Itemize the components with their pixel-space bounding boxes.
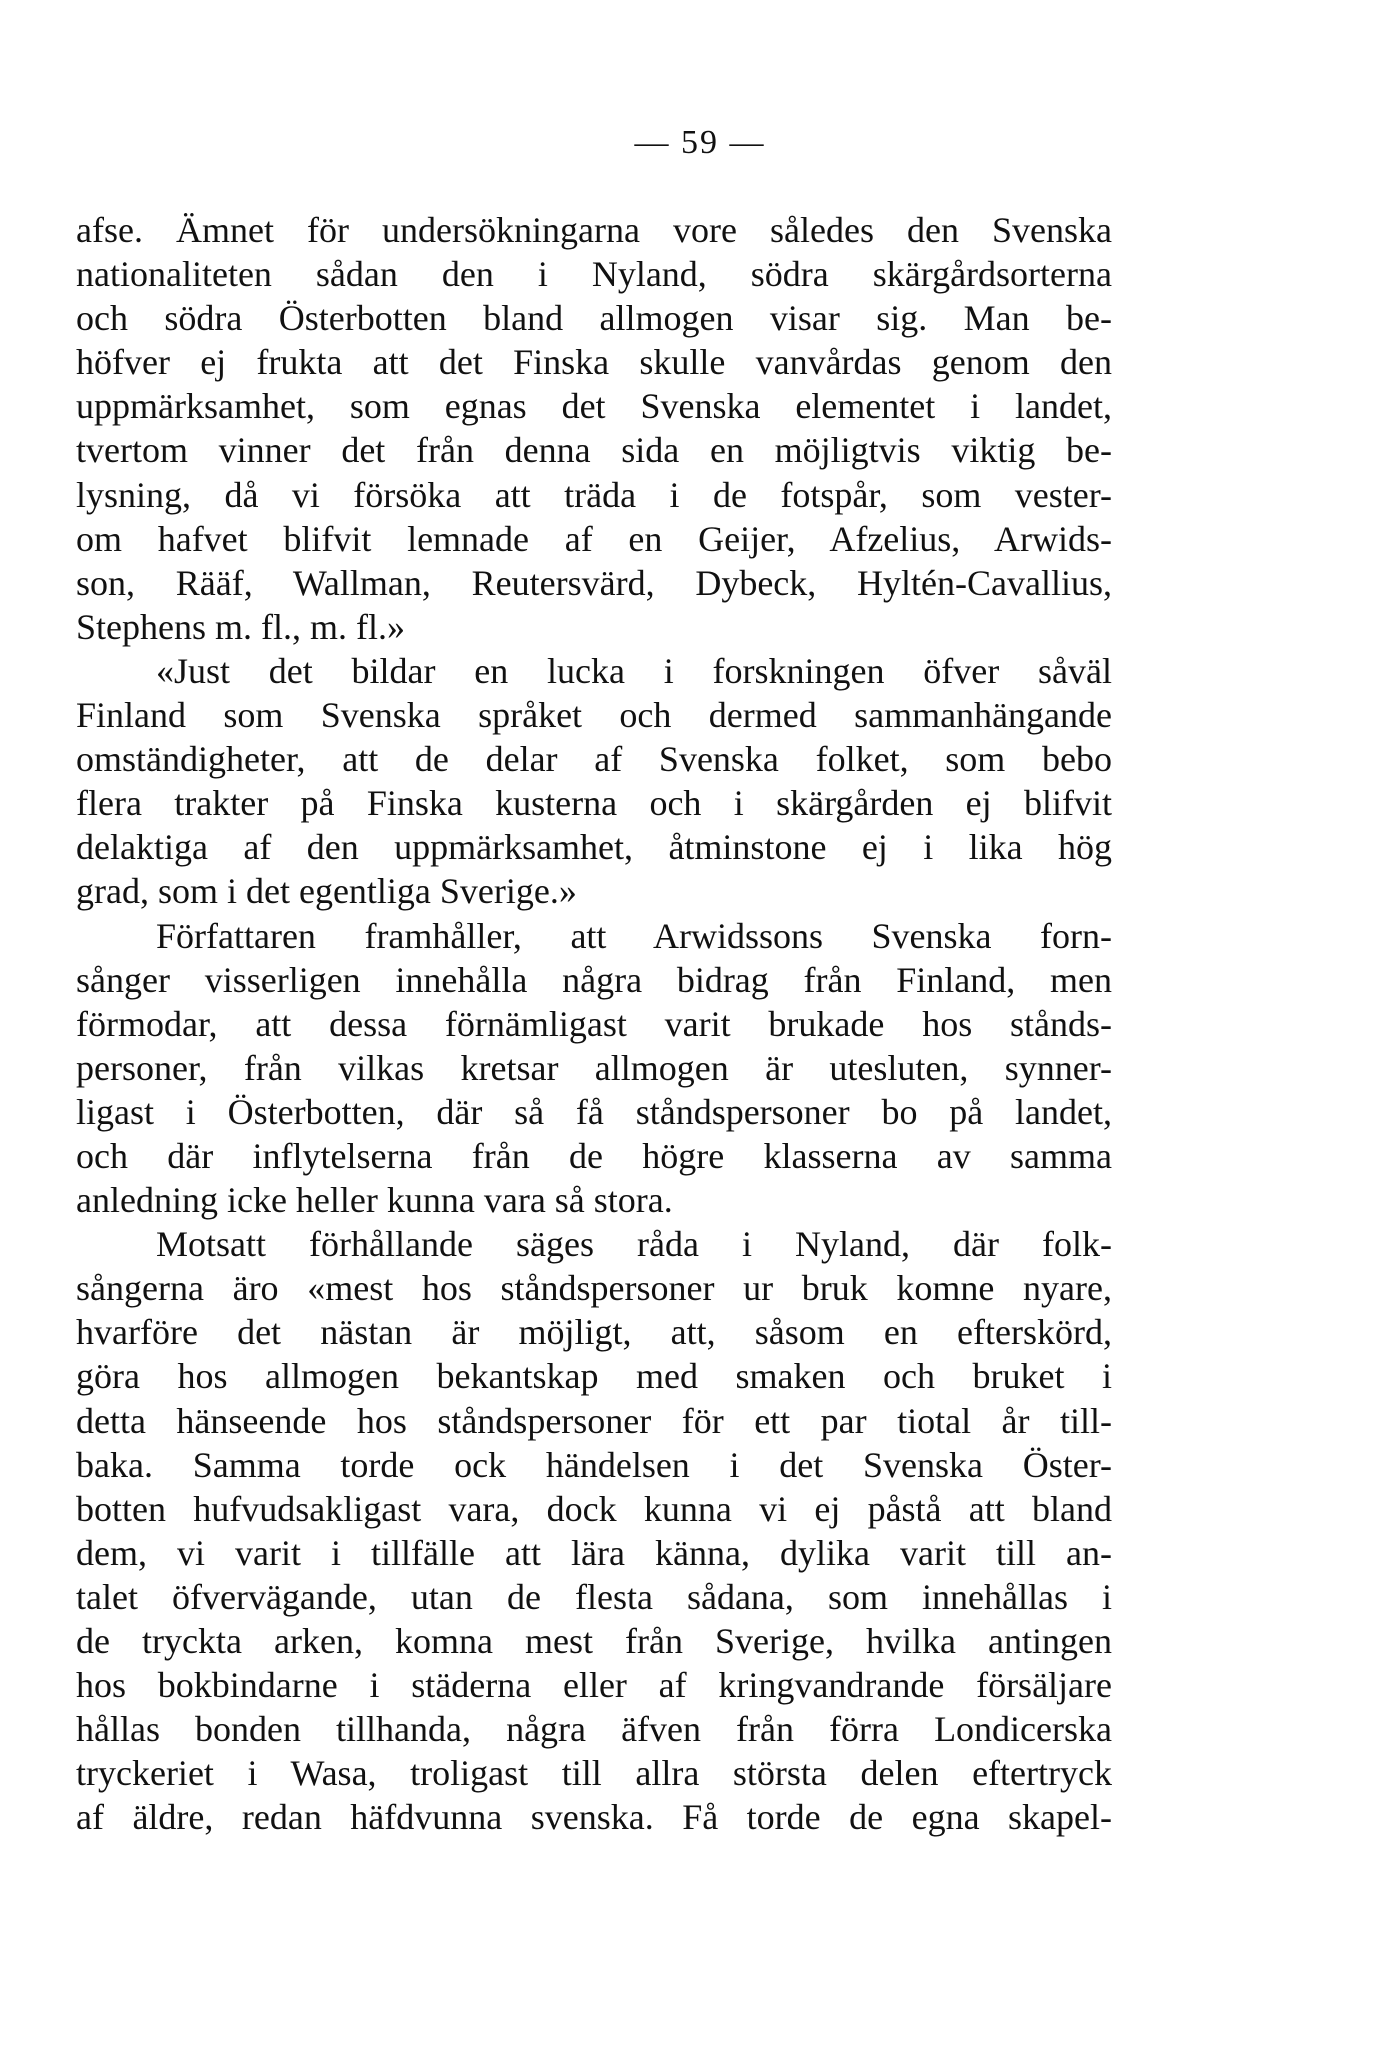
text-line: delaktiga af den uppmärksamhet, åtminstone ej i lika hög <box>76 827 1112 868</box>
text-line: flera trakter på Finska kusterna och i skärgården ej blifvit <box>76 783 1112 824</box>
text-line: Motsatt förhållande säges råda i Nyland, där folk- <box>156 1224 1112 1265</box>
text-line: om hafvet blifvit lemnade af en Geijer, Afzelius, Arwids- <box>76 518 1112 559</box>
text-line: afse. Ämnet för undersökningarna vore således den Svenska <box>76 210 1112 250</box>
text-line: sånger visserligen innehålla några bidrag från Finland, men <box>76 959 1112 1000</box>
text-line: grad, som i det egentliga Sverige.» <box>76 871 577 912</box>
text-line: personer, från vilkas kretsar allmogen är utesluten, synner- <box>76 1047 1112 1088</box>
text-line: göra hos allmogen bekantskap med smaken och bruket i <box>76 1356 1112 1397</box>
text-line: uppmärksamhet, som egnas det Svenska elementet i landet, <box>76 386 1112 427</box>
text-line: dem, vi varit i tillfälle att lära känna, dylika varit till an- <box>76 1532 1112 1573</box>
text-line: och södra Österbotten bland allmogen visar sig. Man be- <box>76 298 1112 339</box>
text-line: höfver ej frukta att det Finska skulle vanvårdas genom den <box>76 342 1112 383</box>
text-line: anledning icke heller kunna vara så stora. <box>76 1180 673 1221</box>
text-line: lysning, då vi försöka att träda i de fotspår, som vester- <box>76 474 1112 515</box>
page-number: — 59 — <box>634 124 766 161</box>
text-line: son, Rääf, Wallman, Reutersvärd, Dybeck, Hyltén-Cavallius, <box>76 562 1112 603</box>
text-line: Stephens m. fl., m. fl.» <box>76 606 405 647</box>
text-line: de tryckta arken, komna mest från Sverige, hvilka antingen <box>76 1621 1112 1661</box>
text-line: «Just det bildar en lucka i forskningen öfver såväl <box>156 650 1112 691</box>
text-line: baka. Samma torde ock händelsen i det Svenska Öster- <box>76 1444 1112 1485</box>
text-line: Författaren framhåller, att Arwidssons Svenska forn- <box>156 915 1112 956</box>
text-line: detta hänseende hos ståndspersoner för ett par tiotal år till- <box>76 1400 1112 1441</box>
text-line: och där inflytelserna från de högre klasserna av samma <box>76 1135 1112 1176</box>
text-line: sångerna äro «mest hos ståndspersoner ur bruk komne nyare, <box>76 1268 1112 1309</box>
text-line: botten hufvudsakligast vara, dock kunna vi ej påstå att bland <box>76 1488 1112 1529</box>
text-line: hos bokbindarne i städerna eller af kringvandrande försäljare <box>76 1665 1112 1706</box>
text-line: ligast i Österbotten, där så få ståndspersoner bo på landet, <box>76 1091 1112 1132</box>
text-line: talet öfvervägande, utan de flesta sådana, som innehållas i <box>76 1576 1112 1617</box>
text-line: hållas bonden tillhanda, några äfven från förra Londicerska <box>76 1709 1112 1750</box>
text-line: af äldre, redan häfdvunna svenska. Få torde de egna skapel- <box>76 1797 1112 1838</box>
text-line: omständigheter, att de delar af Svenska folket, som bebo <box>76 739 1112 780</box>
text-line: Finland som Svenska språket och dermed sammanhängande <box>76 695 1112 736</box>
text-line: nationaliteten sådan den i Nyland, södra skärgårdsorterna <box>76 254 1112 295</box>
page-body-text <box>76 208 1112 1839</box>
text-line: förmodar, att dessa förnämligast varit brukade hos stånds- <box>76 1003 1112 1044</box>
text-line: tryckeriet i Wasa, troligast till allra största delen eftertryck <box>76 1753 1112 1794</box>
text-line: tvertom vinner det från denna sida en möjligtvis viktig be- <box>76 430 1112 471</box>
text-line: hvarföre det nästan är möjligt, att, såsom en efterskörd, <box>76 1312 1112 1353</box>
